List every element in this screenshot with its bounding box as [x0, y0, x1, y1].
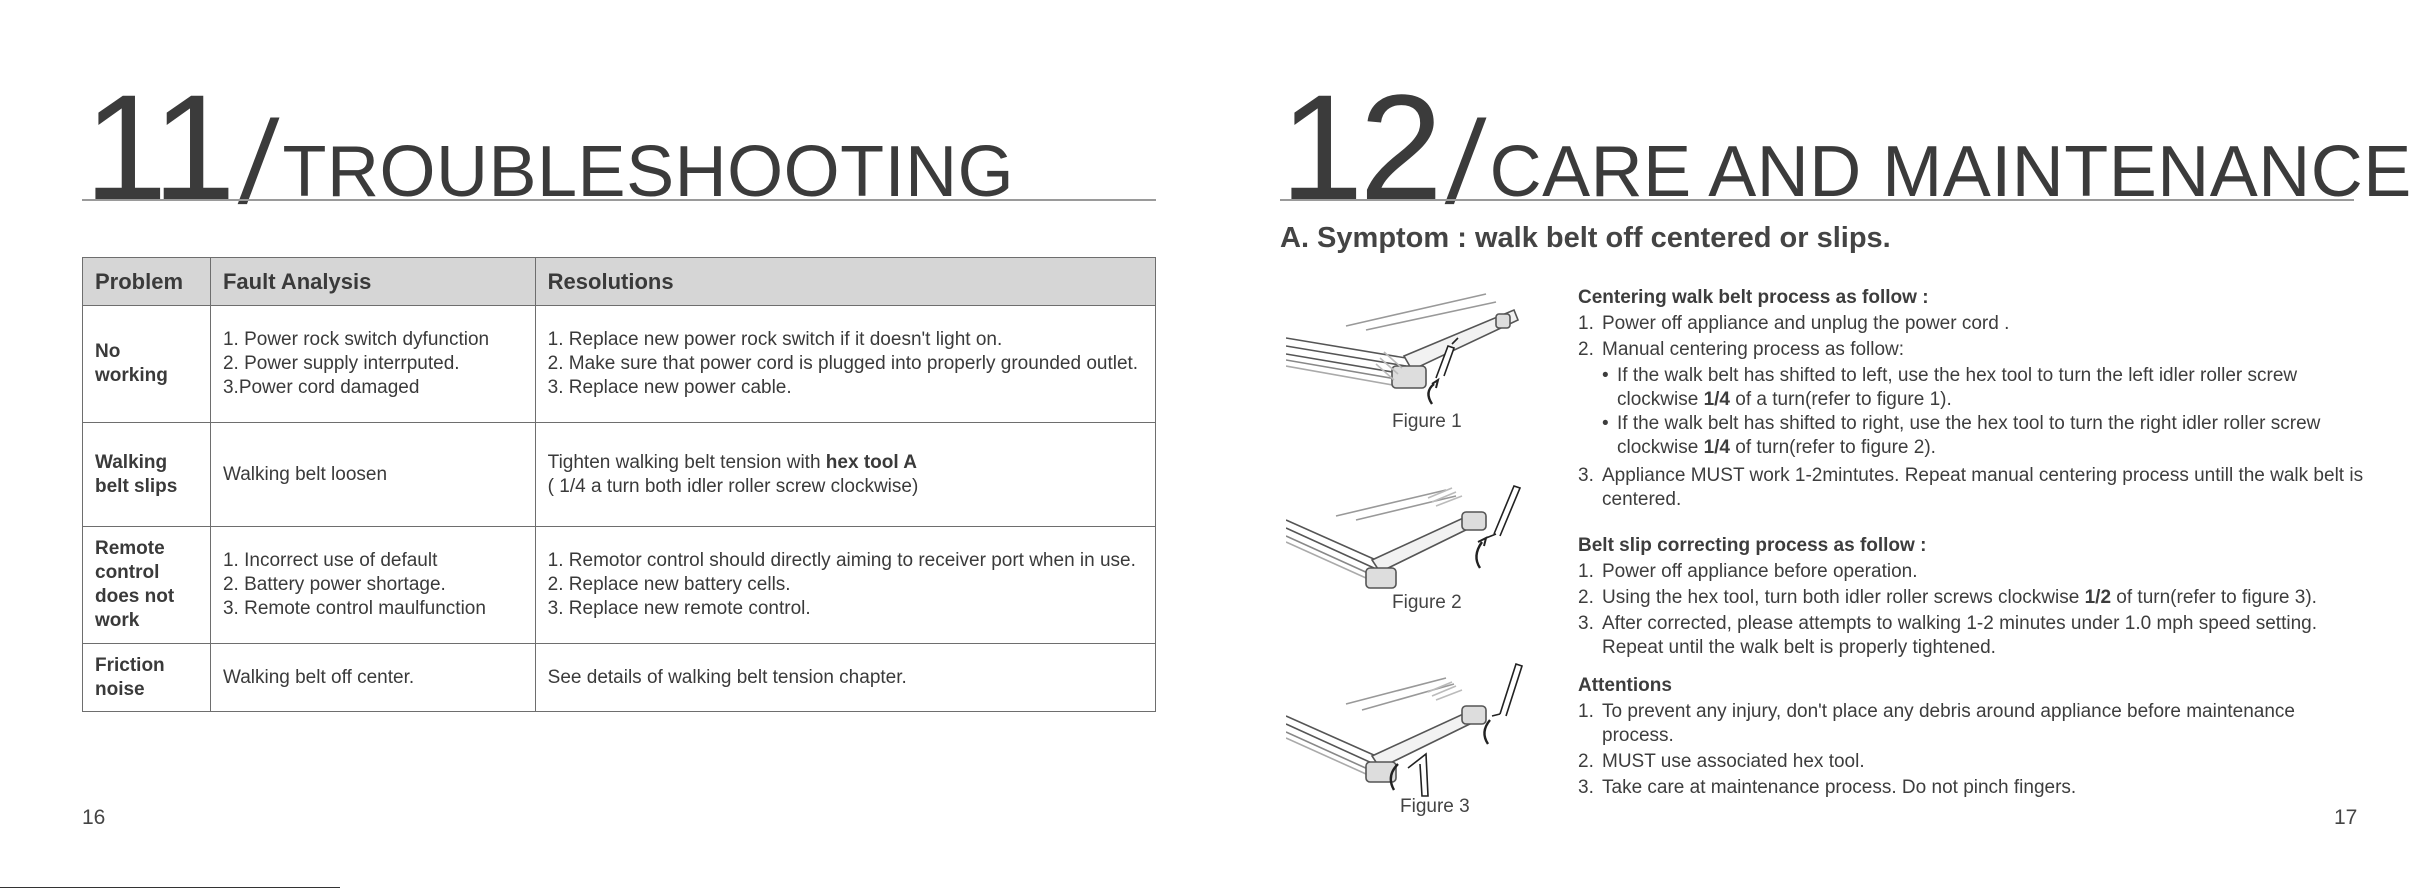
fault-line: 1. Incorrect use of default — [222, 550, 438, 571]
section-slash: / — [234, 97, 282, 229]
belt-slip-heading: Belt slip correcting process as follow : — [1578, 535, 1927, 556]
list-item — [1578, 776, 2368, 800]
section-number: 12 — [1280, 63, 1439, 231]
maintenance-procedures — [1578, 286, 2368, 802]
fault-line: 1. Power rock switch dyfunction — [222, 329, 490, 350]
step-number: 2. — [1578, 587, 1594, 608]
text-run: If the walk belt has shifted to right, use the hex tool to turn the right idler roller screw clockwise — [1617, 413, 2321, 458]
resolution-cell — [535, 644, 1155, 712]
step-text: After corrected, please attempts to walking 1-2 minutes under 1.0 mph speed setting. Repeat until the walk belt is properly tightened. — [1602, 613, 2317, 658]
step-number: 3. — [1578, 465, 1594, 486]
step-number: 2. — [1578, 751, 1594, 772]
problem-cell: Remote control does not work — [83, 527, 211, 644]
page-right — [1216, 0, 2432, 889]
step-text: Manual centering process as follow: — [1602, 339, 1905, 360]
list-item — [1578, 586, 2368, 610]
bullet-glyph: • — [1602, 365, 1609, 386]
resolution-line: 1. Replace new power rock switch if it doesn't light on. — [547, 329, 1003, 350]
step-text — [1602, 586, 2368, 610]
fault-cell — [210, 423, 535, 527]
fault-line: 2. Power supply interrputed. — [222, 353, 460, 374]
bullet-glyph: • — [1602, 413, 1609, 434]
figure-3-caption: Figure 3 — [1400, 796, 1470, 817]
list-item — [1578, 700, 2368, 748]
header-rule — [82, 199, 1156, 201]
text-run: of turn(refer to figure 3). — [2111, 587, 2317, 608]
fault-cell — [210, 306, 535, 423]
step-number: 3. — [1578, 777, 1594, 798]
fault-cell — [210, 644, 535, 712]
text-run: of turn(refer to figure 2). — [1730, 437, 1936, 458]
text-run: If the walk belt has shifted to left, use the hex tool to turn the left idler roller screw clockwise — [1617, 365, 2298, 410]
table-row — [83, 527, 1156, 644]
resolution-tool-name: hex tool A — [825, 451, 917, 473]
troubleshooting-table — [82, 257, 1156, 712]
table-row — [83, 644, 1156, 712]
resolution-line: 3. Replace new power cable. — [547, 377, 792, 398]
bullet-text — [1617, 364, 2368, 412]
resolution-cell — [535, 527, 1155, 644]
step-number: 1. — [1578, 313, 1594, 334]
step-text: Power off appliance and unplug the power cord . — [1602, 313, 2010, 334]
figure-2-caption: Figure 2 — [1392, 592, 1462, 613]
fault-cell — [210, 527, 535, 644]
step-text: Take care at maintenance process. Do not pinch fingers. — [1602, 777, 2077, 798]
text-run: of a turn(refer to figure 1). — [1730, 389, 1952, 410]
centering-heading: Centering walk belt process as follow : — [1578, 287, 1929, 308]
turn-amount: 1/4 — [1703, 437, 1730, 458]
bullet-text — [1617, 412, 2368, 460]
figure-1-illustration — [1286, 286, 1536, 416]
step-number: 1. — [1578, 701, 1594, 722]
section-number: 11 — [84, 63, 232, 231]
figure-3-illustration — [1286, 660, 1536, 800]
problem-cell: Friction noise — [83, 644, 211, 712]
problem-cell: Walking belt slips — [83, 423, 211, 527]
resolution-text: Tighten walking belt tension with — [547, 451, 826, 473]
table-row — [83, 306, 1156, 423]
resolution-line: 3. Replace new remote control. — [547, 598, 811, 619]
resolution-line — [548, 451, 1143, 475]
resolution-cell — [535, 306, 1155, 423]
resolution-line: 1. Remotor control should directly aiming to receiver port when in use. — [547, 550, 1136, 571]
footer-line — [0, 887, 340, 888]
fault-line: Walking belt off center. — [222, 666, 415, 688]
table-header-row — [83, 258, 1156, 306]
resolution-cell — [535, 423, 1155, 527]
step-text: Power off appliance before operation. — [1602, 561, 1918, 582]
fault-line: 3. Remote control maulfunction — [222, 598, 486, 619]
bullet-item — [1578, 364, 2368, 412]
section-slash: / — [1441, 97, 1489, 229]
fault-line: Walking belt loosen — [222, 463, 388, 485]
step-number: 2. — [1578, 339, 1594, 360]
list-item — [1578, 750, 2368, 774]
column-header-resolutions: Resolutions — [535, 258, 1155, 306]
section-title: CARE AND MAINTENANCE — [1489, 132, 2412, 212]
figure-1-caption: Figure 1 — [1392, 411, 1462, 432]
resolution-line: ( 1/4 a turn both idler roller screw clockwise) — [547, 475, 919, 497]
step-text: MUST use associated hex tool. — [1602, 751, 1865, 772]
bullet-item — [1578, 412, 2368, 460]
figure-2-illustration — [1286, 476, 1536, 606]
step-text: To prevent any injury, don't place any debris around appliance before maintenance process. — [1602, 701, 2295, 746]
resolution-line: 2. Make sure that power cord is plugged into properly grounded outlet. — [547, 353, 1139, 374]
text-run: Using the hex tool, turn both idler roller screws clockwise — [1602, 587, 2085, 608]
resolution-line: See details of walking belt tension chapter. — [547, 666, 907, 688]
turn-amount: 1/4 — [1703, 389, 1730, 410]
list-item — [1578, 612, 2368, 660]
section-title: TROUBLESHOOTING — [282, 132, 1015, 212]
turn-amount: 1/2 — [2084, 587, 2112, 608]
fault-line: 3.Power cord damaged — [222, 377, 420, 398]
column-header-problem: Problem — [83, 258, 211, 306]
step-text: Appliance MUST work 1-2mintutes. Repeat manual centering process untill the walk belt is centered. — [1602, 465, 2364, 510]
step-number: 1. — [1578, 561, 1594, 582]
table-row — [83, 423, 1156, 527]
column-header-fault-analysis: Fault Analysis — [210, 258, 535, 306]
fault-line: 2. Battery power shortage. — [222, 574, 446, 595]
page-number: 16 — [82, 806, 106, 829]
header-rule — [1280, 199, 2354, 201]
problem-cell: No working — [83, 306, 211, 423]
resolution-line: 2. Replace new battery cells. — [547, 574, 791, 595]
page-number: 17 — [2334, 806, 2358, 829]
attentions-heading: Attentions — [1578, 675, 1672, 696]
symptom-heading: A. Symptom : walk belt off centered or slips. — [1280, 222, 1891, 254]
list-item — [1578, 560, 2368, 584]
list-item — [1578, 338, 2368, 362]
list-item — [1578, 464, 2368, 512]
list-item — [1578, 312, 2368, 336]
step-number: 3. — [1578, 613, 1594, 634]
